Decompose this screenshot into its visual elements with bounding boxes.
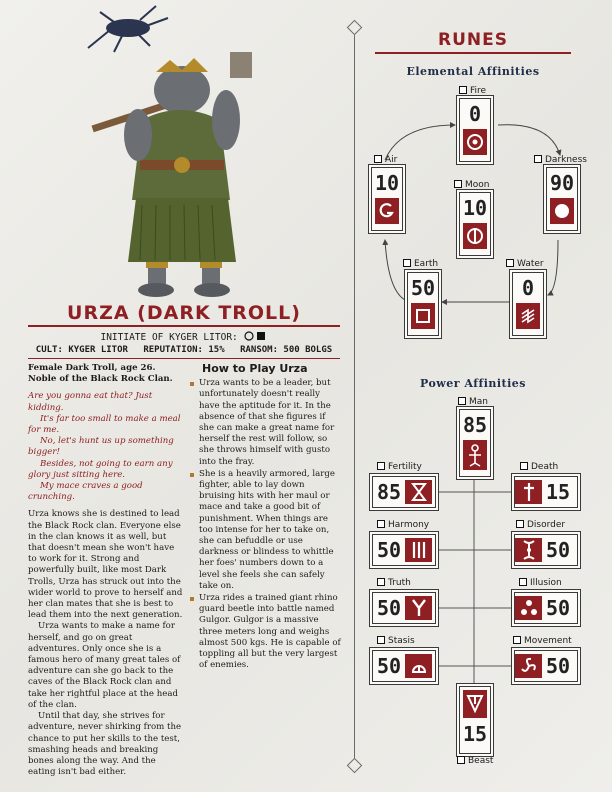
earth-rune-icon [411, 303, 435, 329]
checkbox[interactable] [403, 259, 411, 267]
quote-line: Besides, not going to earn any glory just sitting here. [28, 458, 173, 480]
disorder-rune-icon [515, 538, 542, 562]
air-rune-icon [375, 198, 399, 224]
how-to-play-list [190, 378, 342, 671]
rune-card-beast [459, 686, 491, 754]
list-item: Urza wants to be a leader, but unfortunately doesn't really have the aptitude for it. In the absence of that she figures if she can make a great name for herself the rest will follow, so she throws himself with gusto into the fray. [190, 378, 342, 468]
rune-label-stasis: Stasis [377, 636, 415, 646]
rune-label-movement: Movement [513, 636, 572, 646]
quote-line: Are you gonna eat that? Just kidding. [28, 391, 153, 413]
list-item: She is a heavily armored, large fighter, able to lay down bruising hits with her maul or mace and take a good bit of punishment. When things are too intense for her to take on, she can befuddle or use darkness or blindess to whittle her foes' numbers down to a level she feels she can safely take on. [190, 469, 342, 592]
quote-line: No, let's hunt us up something bigger! [28, 436, 174, 458]
rune-card-air [371, 167, 403, 231]
sub-rule [28, 358, 340, 359]
checkbox[interactable] [513, 636, 521, 644]
rune-card-moon [459, 192, 491, 256]
initiate-line [28, 331, 340, 343]
checkbox[interactable] [516, 520, 524, 528]
runes-rule [375, 52, 571, 54]
rune-value: 10 [374, 171, 400, 195]
rune-card-movement [514, 650, 578, 682]
rune-label-illusion: Illusion [519, 578, 562, 588]
rune-card-darkness [546, 167, 578, 231]
death-rune-icon [515, 480, 542, 504]
checkbox[interactable] [377, 636, 385, 644]
rune-value: 0 [468, 102, 482, 126]
power-heading: Power Affinities [419, 377, 527, 390]
darkness-rune-icon [550, 198, 574, 224]
rune-value: 50 [376, 538, 402, 562]
moon-rune-icon [463, 223, 487, 249]
rune-value: 50 [545, 654, 571, 678]
checkbox[interactable] [377, 462, 385, 470]
reputation-value: 15% [208, 345, 225, 355]
stasis-rune-icon [405, 654, 432, 678]
checkbox[interactable] [519, 578, 527, 586]
rune-value: 85 [376, 480, 402, 504]
dark-troll-illustration [70, 0, 290, 305]
ransom-value: 500 BOLGS [283, 345, 333, 355]
rune-label-darkness: Darkness [534, 155, 587, 165]
rune-label-air: Air [374, 155, 397, 165]
intro-text: Female Dark Troll, age 26. Noble of the Black Rock Clan. [28, 363, 173, 385]
rune-card-fertility [372, 476, 436, 508]
rune-value: 90 [549, 171, 575, 195]
rune-card-truth [372, 592, 436, 624]
rune-card-death [514, 476, 578, 508]
divider-ornament [347, 20, 363, 36]
rune-value: 50 [410, 276, 436, 300]
rune-card-fire [459, 98, 491, 162]
character-name: URZA (DARK TROLL) [67, 302, 301, 324]
title-rule [28, 325, 340, 327]
initiate-text: INITIATE OF KYGER LITOR: [100, 332, 238, 343]
checkbox[interactable] [458, 397, 466, 405]
quote-line: It's far too small to make a meal for me. [28, 413, 181, 436]
rune-label-beast: Beast [457, 756, 493, 766]
checkbox[interactable] [520, 462, 528, 470]
movement-rune-icon [515, 654, 542, 678]
harmony-rune-icon [405, 538, 432, 562]
rune-label-man: Man [458, 397, 488, 407]
checkbox[interactable] [457, 756, 465, 764]
truth-rune-icon [405, 596, 432, 620]
beast-rune-icon [463, 690, 487, 718]
cult-rune-icons [244, 331, 268, 341]
rune-label-moon: Moon [454, 180, 489, 190]
rune-card-man [459, 409, 491, 477]
rune-card-disorder [514, 534, 578, 566]
quote-line: My mace craves a good crunching. [28, 481, 143, 503]
stat-line [28, 345, 340, 355]
rune-label-fire: Fire [459, 86, 486, 96]
bio-paragraph: Urza wants to make a name for herself, and go on great adventures. Only once she is a famous hero of many great tales of adventure can she go back to the caves of the Black Rock clan and take her rightful place at the head of the clan. [28, 621, 181, 710]
checkbox[interactable] [377, 578, 385, 586]
rune-label-harmony: Harmony [377, 520, 429, 530]
fertility-rune-icon [405, 480, 432, 504]
rune-value: 15 [462, 722, 488, 746]
how-to-play-column [190, 363, 342, 672]
column-divider [354, 25, 355, 765]
checkbox[interactable] [459, 86, 467, 94]
rune-value: 85 [462, 413, 488, 437]
rune-value: 15 [545, 480, 571, 504]
rune-value: 50 [376, 654, 402, 678]
bio-paragraph: Urza knows she is destined to lead the Black Rock clan. Everyone else in the clan knows it as well, but that doesn't mean she won't have to work for it. Strong and powerfully built, like most Dark Trolls, Urza has struck out into the wider world to prove to herself and her clan mates that she is best to lead them into the next generation. [28, 509, 183, 621]
fire-rune-icon [463, 129, 487, 155]
rune-card-harmony [372, 534, 436, 566]
left-text-column [28, 363, 183, 778]
rune-card-illusion [514, 592, 578, 624]
rune-label-water: Water [506, 259, 544, 269]
divider-ornament [347, 758, 363, 774]
checkbox[interactable] [377, 520, 385, 528]
runes-heading: RUNES [438, 30, 508, 50]
man-rune-icon [463, 440, 487, 470]
beetle-illustration [88, 6, 168, 52]
rune-label-earth: Earth [403, 259, 438, 269]
checkbox[interactable] [534, 155, 542, 163]
rune-value: 50 [545, 538, 571, 562]
rune-card-water [512, 272, 544, 336]
rune-card-earth [407, 272, 439, 336]
water-rune-icon [516, 303, 540, 329]
elemental-heading: Elemental Affinities [406, 65, 540, 78]
rune-label-disorder: Disorder [516, 520, 565, 530]
cult-label: CULT: [35, 345, 63, 355]
quote-block [28, 391, 183, 503]
bio-paragraph: Until that day, she strives for adventure, never shirking from the chance to put her skills to the test, smashing heads and breaking bones along the way. And the eating isn't bad either. [28, 711, 182, 778]
illusion-rune-icon [515, 596, 542, 620]
rune-label-truth: Truth [377, 578, 411, 588]
how-to-play-heading: How to Play Urza [202, 362, 308, 375]
cult-value: KYGER LITOR [68, 345, 128, 355]
reputation-label: REPUTATION: [143, 345, 203, 355]
rune-label-death: Death [520, 462, 558, 472]
list-item: Urza rides a trained giant rhino guard beetle into battle named Gulgor. Gulgor is a massive three meters long and weighs almost 500 kgs. He is capable of toppling all but the very largest of enemies. [190, 593, 342, 671]
rune-value: 50 [545, 596, 571, 620]
checkbox[interactable] [374, 155, 382, 163]
rune-value: 10 [462, 196, 488, 220]
rune-value: 50 [376, 596, 402, 620]
rune-label-fertility: Fertility [377, 462, 422, 472]
ransom-label: RANSOM: [240, 345, 278, 355]
rune-card-stasis [372, 650, 436, 682]
rune-value: 0 [521, 276, 535, 300]
bio-block [28, 509, 183, 778]
checkbox[interactable] [506, 259, 514, 267]
checkbox[interactable] [454, 180, 462, 188]
